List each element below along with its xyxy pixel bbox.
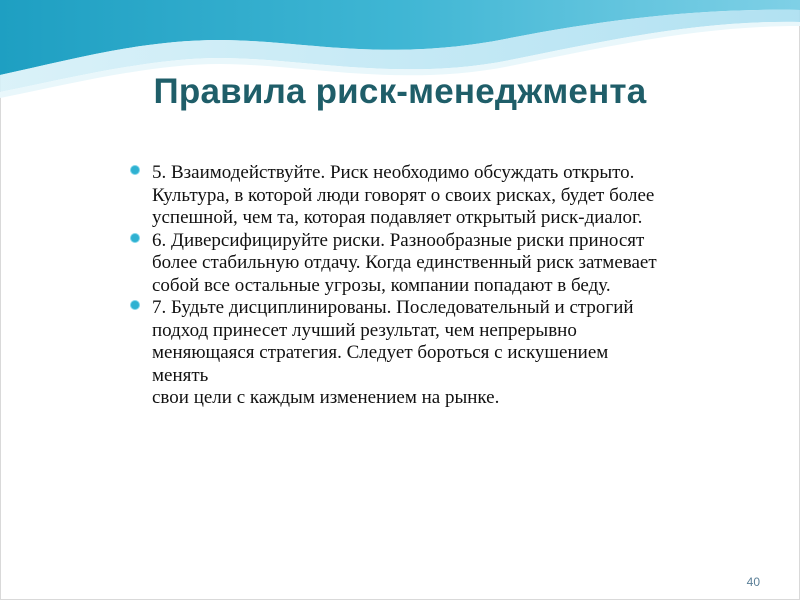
- bullet-item-6: [131, 230, 771, 298]
- bullet-dot-icon: [131, 166, 139, 174]
- bullet-text: 5. Взаимодействуйте. Риск необходимо обсуждать открыто. Культура, в которой люди говорят о своих рисках, будет более успешной, чем та, которая подавляет открытый риск-диалог.: [152, 162, 655, 228]
- bullet-text: 6. Диверсифицируйте риски. Разнообразные риски приносят более стабильную отдачу. Когда единственный риск затмевает собой все остальные угрозы, компании попадают в беду.: [152, 229, 657, 296]
- bullet-dot-icon: [131, 301, 139, 309]
- bullet-text: 7. Будьте дисциплинированы. Последовательный и строгий подход принесет лучший результат, чем непрерывно меняющаяся стратегия. Следует бороться с искушением менять свои цели с каждым изменением на рынке.: [152, 297, 634, 408]
- bullet-item-5: [131, 162, 771, 230]
- bullet-dot-icon: [131, 234, 139, 242]
- bullet-item-7: [131, 297, 771, 410]
- page-number: 40: [746, 575, 760, 589]
- bullet-list: [131, 162, 771, 410]
- slide-title: Правила риск-менеджмента: [153, 72, 647, 111]
